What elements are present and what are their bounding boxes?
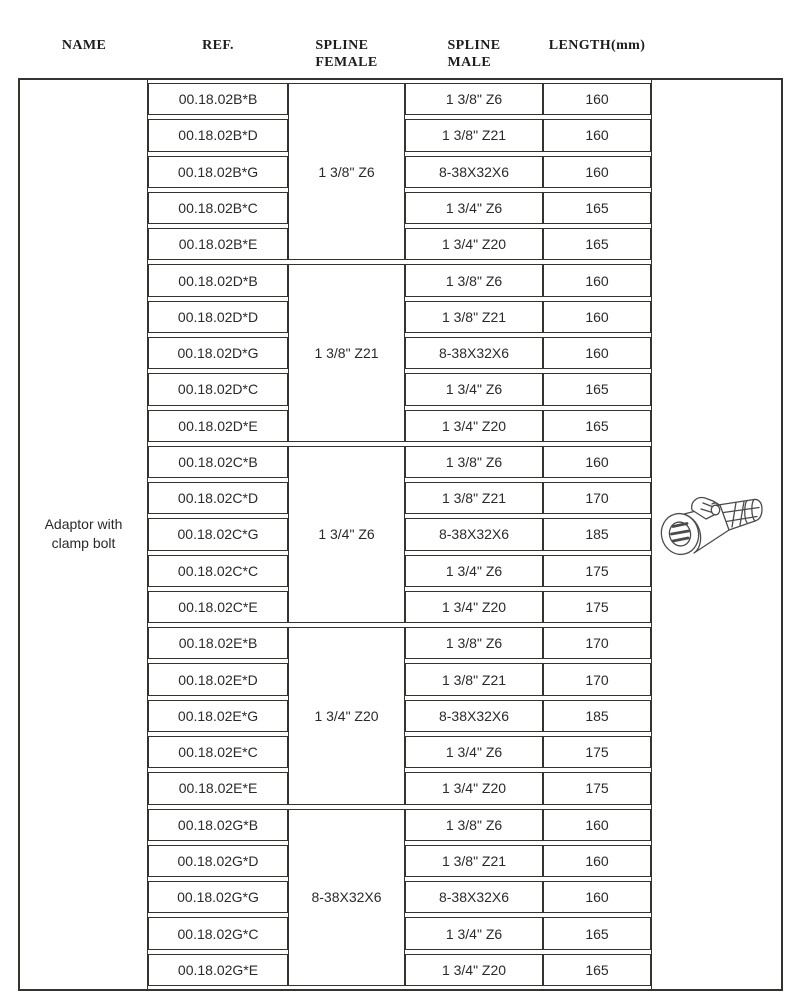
- ref-cell: 00.18.02D*B: [148, 264, 288, 296]
- spline-male-cell: 1 3/4" Z20: [405, 228, 543, 260]
- ref-cell: 00.18.02E*C: [148, 736, 288, 768]
- spline-female-cell: 8-38X32X6: [288, 809, 405, 986]
- ref-cell: 00.18.02C*D: [148, 482, 288, 514]
- ref-cell: 00.18.02G*G: [148, 881, 288, 913]
- spline-male-cell: 1 3/8" Z21: [405, 301, 543, 333]
- spline-male-cell: 1 3/4" Z6: [405, 555, 543, 587]
- ref-cell: 00.18.02G*D: [148, 845, 288, 877]
- col-header-ref-label: REF.: [202, 38, 234, 53]
- spline-male-cell: 1 3/4" Z20: [405, 954, 543, 986]
- length-cell: 160: [543, 446, 651, 478]
- spline-male-cell: 1 3/8" Z21: [405, 663, 543, 695]
- length-cell: 165: [543, 410, 651, 442]
- spline-male-cell: 1 3/8" Z6: [405, 264, 543, 296]
- col-header-spline-female: [288, 37, 405, 71]
- adaptor-with-clamp-bolt-drawing: [656, 488, 778, 580]
- spline-male-cell: 1 3/4" Z6: [405, 917, 543, 949]
- spline-male-cell: 1 3/4" Z6: [405, 373, 543, 405]
- length-cell: 160: [543, 845, 651, 877]
- spline-male-cell: 1 3/4" Z20: [405, 410, 543, 442]
- ref-cell: 00.18.02E*B: [148, 627, 288, 659]
- col-header-length-label: LENGTH(mm): [548, 38, 646, 53]
- ref-cell: 00.18.02G*E: [148, 954, 288, 986]
- spline-male-cell: 8-38X32X6: [405, 337, 543, 369]
- col-header-spline-male-line2: MALE: [447, 55, 492, 70]
- length-cell: 175: [543, 555, 651, 587]
- spline-male-cell: 1 3/8" Z6: [405, 809, 543, 841]
- ref-cell: 00.18.02B*B: [148, 83, 288, 115]
- ref-cell: 00.18.02B*C: [148, 192, 288, 224]
- product-name-cell: Adaptor with clamp bolt: [20, 80, 148, 989]
- col-header-name-label: NAME: [61, 38, 107, 53]
- length-cell: 185: [543, 700, 651, 732]
- spline-male-cell: 8-38X32X6: [405, 700, 543, 732]
- bolt-head: [711, 506, 719, 516]
- col-header-spline-male: [405, 37, 543, 71]
- length-cell: 165: [543, 192, 651, 224]
- spline-male-cell: 1 3/4" Z6: [405, 192, 543, 224]
- spline-male-cell: 1 3/8" Z21: [405, 482, 543, 514]
- spline-male-cell: 8-38X32X6: [405, 518, 543, 550]
- ref-cell: 00.18.02C*G: [148, 518, 288, 550]
- spline-male-cell: 1 3/8" Z6: [405, 446, 543, 478]
- length-cell: 165: [543, 228, 651, 260]
- ref-cell: 00.18.02D*D: [148, 301, 288, 333]
- spline-male-cell: 8-38X32X6: [405, 881, 543, 913]
- length-cell: 170: [543, 482, 651, 514]
- spline-female-cell: 1 3/8" Z6: [288, 83, 405, 260]
- spline-male-cell: 1 3/4" Z20: [405, 591, 543, 623]
- spline-male-cell: 1 3/8" Z6: [405, 83, 543, 115]
- col-header-spline-female-line1: SPLINE: [315, 38, 369, 53]
- ref-cell: 00.18.02C*B: [148, 446, 288, 478]
- ref-cell: 00.18.02B*E: [148, 228, 288, 260]
- length-cell: 160: [543, 83, 651, 115]
- ref-cell: 00.18.02E*E: [148, 772, 288, 804]
- length-cell: 175: [543, 591, 651, 623]
- length-cell: 160: [543, 337, 651, 369]
- length-cell: 170: [543, 627, 651, 659]
- col-header-name: [20, 37, 148, 71]
- product-image-cell: [651, 80, 781, 989]
- length-cell: 175: [543, 772, 651, 804]
- spline-male-cell: 1 3/8" Z21: [405, 119, 543, 151]
- ref-cell: 00.18.02C*E: [148, 591, 288, 623]
- spline-female-cell: 1 3/4" Z20: [288, 627, 405, 804]
- col-header-length: [543, 37, 651, 71]
- table-column-headers: [20, 37, 781, 71]
- col-header-spline-female-line2: FEMALE: [315, 55, 378, 70]
- ref-cell: 00.18.02D*E: [148, 410, 288, 442]
- length-cell: 175: [543, 736, 651, 768]
- spline-male-cell: 1 3/8" Z6: [405, 627, 543, 659]
- ref-cell: 00.18.02G*C: [148, 917, 288, 949]
- ref-cell: 00.18.02E*G: [148, 700, 288, 732]
- length-cell: 160: [543, 156, 651, 188]
- col-header-image-spacer: [651, 37, 781, 71]
- spline-female-cell: 1 3/4" Z6: [288, 446, 405, 623]
- length-cell: 160: [543, 301, 651, 333]
- length-cell: 170: [543, 663, 651, 695]
- length-cell: 165: [543, 917, 651, 949]
- length-cell: 160: [543, 119, 651, 151]
- col-header-spline-male-line1: SPLINE: [447, 38, 501, 53]
- spline-male-cell: 1 3/4" Z20: [405, 772, 543, 804]
- ref-cell: 00.18.02E*D: [148, 663, 288, 695]
- spline-female-cell: 1 3/8" Z21: [288, 264, 405, 441]
- spline-male-cell: 1 3/8" Z21: [405, 845, 543, 877]
- ref-cell: 00.18.02D*G: [148, 337, 288, 369]
- ref-cell: 00.18.02C*C: [148, 555, 288, 587]
- length-cell: 185: [543, 518, 651, 550]
- ref-cell: 00.18.02G*B: [148, 809, 288, 841]
- spline-male-cell: 1 3/4" Z6: [405, 736, 543, 768]
- ref-cell: 00.18.02D*C: [148, 373, 288, 405]
- length-cell: 165: [543, 373, 651, 405]
- spline-male-cell: 8-38X32X6: [405, 156, 543, 188]
- col-header-ref: [148, 37, 288, 71]
- length-cell: 160: [543, 881, 651, 913]
- spec-table: [18, 78, 783, 991]
- length-cell: 160: [543, 264, 651, 296]
- length-cell: 165: [543, 954, 651, 986]
- ref-cell: 00.18.02B*D: [148, 119, 288, 151]
- length-cell: 160: [543, 809, 651, 841]
- ref-cell: 00.18.02B*G: [148, 156, 288, 188]
